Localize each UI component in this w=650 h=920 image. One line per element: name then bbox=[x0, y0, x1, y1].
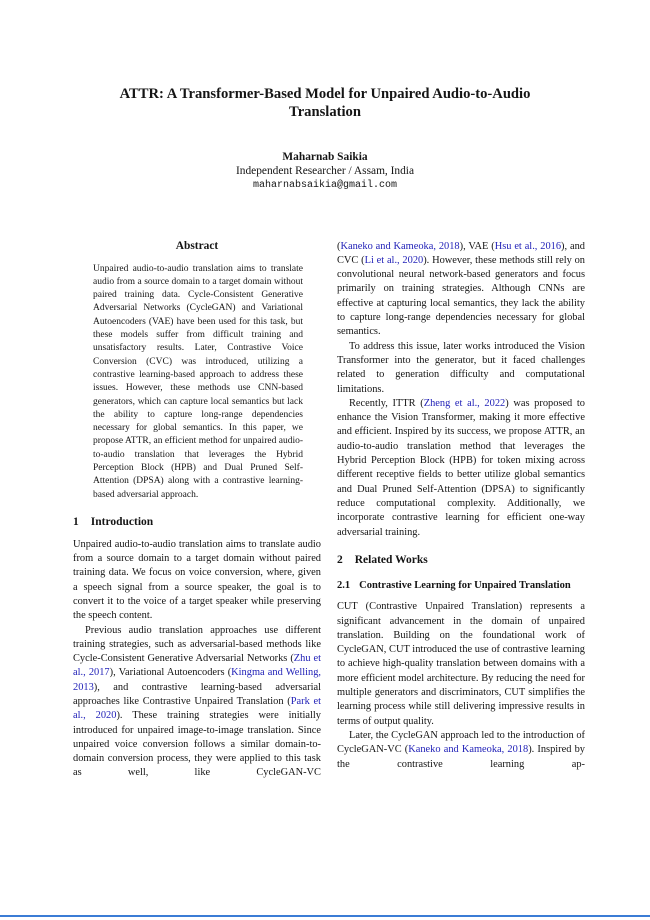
section-number: 1 bbox=[73, 515, 79, 528]
citation-link[interactable]: Kingma and Welling, 2013 bbox=[73, 667, 321, 693]
subsection-heading-contrastive-learning bbox=[337, 579, 585, 593]
citation-link[interactable]: Kaneko and Kameoka, 2018 bbox=[408, 744, 529, 756]
text-run: ). Inspired by the contrastive learning ap- bbox=[337, 744, 585, 770]
text-run: Later, the CycleGAN approach led to the introduction of CycleGAN-VC ( bbox=[337, 729, 585, 756]
abstract-section bbox=[73, 240, 321, 502]
section-number: 2 bbox=[337, 553, 343, 566]
citation-link[interactable]: Park et al., 2020 bbox=[73, 696, 321, 722]
two-column-layout bbox=[0, 240, 650, 781]
left-column bbox=[73, 240, 321, 781]
text-run: ). However, these methods still rely on convolutional neural network-based generators and focus primarily on training strategies. Although CNNs are effective at capturing local semantics, they lack the ability to capture long-range dependencies necessary for global semantics. bbox=[337, 254, 585, 338]
text-run: Unpaired audio-to-audio translation aims to translate audio from a source domain to a target domain without paired training data. We focus on voice conversion, where, given a speech signal from a source speaker, the goal is to convert it to the voice of a target speaker while preserving the speech content. bbox=[73, 538, 321, 622]
right-column bbox=[337, 240, 585, 781]
text-run: Recently, ITTR ( bbox=[349, 397, 424, 409]
section-heading-introduction bbox=[73, 516, 321, 530]
author-block bbox=[0, 151, 650, 191]
author-email: maharnabsaikia@gmail.com bbox=[252, 179, 398, 191]
paper-title: ATTR: A Transformer-Based Model for Unpaired Audio-to-Audio Translation bbox=[119, 86, 531, 120]
text-run: ), Variational Autoencoders ( bbox=[109, 667, 232, 679]
abstract-text bbox=[93, 263, 303, 502]
section-title: Introduction bbox=[90, 515, 154, 528]
citation-link[interactable]: Zhu et al., 2017 bbox=[73, 653, 321, 679]
text-run: ), VAE ( bbox=[459, 240, 495, 252]
paragraph bbox=[337, 340, 585, 397]
subsection-title: Contrastive Learning for Unpaired Translation bbox=[359, 579, 571, 591]
text-run: ), and CVC ( bbox=[337, 240, 585, 266]
paragraph bbox=[337, 729, 585, 772]
section-heading-related-works bbox=[337, 554, 585, 568]
text-run: CUT (Contrastive Unpaired Translation) represents a significant advancement in the domain of unpaired translation. Building on the foundational work of CycleGAN, CUT introduced the use of contrastive learning to achieve high-quality translation between domains with a more efficient model architecture. By reducing the need for multiple generators and discriminators, CUT simplifies the learning process while still delivering impressive results in terms of output quality. bbox=[337, 601, 585, 727]
text-run: ) was proposed to enhance the Vision Transformer, making it more effective and efficient. Inspired by its success, we propose ATTR, an audio-to-audio translation method that leverages the Hybrid Perception Block (HPB) for token mixing across different receptive fields to better utilize global semantics and Dual Pruned Self-Attention (DPSA) to significantly reduce computational complexity. Additionally, we incorporate contrastive learning for efficient one-way adversarial training. bbox=[337, 397, 585, 538]
text-run: Previous audio translation approaches use different training strategies, such as adversarial-based methods like Cycle-Consistent Generative Adversarial Networks ( bbox=[73, 624, 321, 665]
bottom-accent-line bbox=[0, 915, 650, 917]
section-title: Related Works bbox=[354, 553, 428, 566]
citation-link[interactable]: Li et al., 2020 bbox=[364, 254, 424, 266]
text-run: ). These training strategies were initially introduced for unpaired image-to-image translation. Since unpaired voice conversion follows a similar domain-to-domain conversion process, they were applied to this task as well, like CycleGAN-VC bbox=[73, 710, 321, 779]
subsection-number: 2.1 bbox=[337, 579, 351, 591]
author-affiliation: Independent Researcher / Assam, India bbox=[235, 164, 415, 177]
citation-link[interactable]: Kaneko and Kameoka, 2018 bbox=[340, 240, 460, 252]
paragraph bbox=[337, 600, 585, 729]
text-run: Unpaired audio-to-audio translation aims to translate audio from a source domain to a target domain without paired training data. Cycle-Consistent Generative Adversarial Networks (CycleGAN) and Variational Autoencoders (VAE) have been used for this task, but these models suffer from difficult training and unsatisfactory results. Later, Contrastive Voice Conversion (CVC) was introduced, utilizing a contrastive learning-based approach to address these issues. However, these methods use CNN-based generators, which can capture local semantics but lack the ability to capture long-range dependencies necessary for global semantics. In this paper, we propose ATTR, an efficient method for unpaired audio-to-audio translation that leverages the Hybrid Perception Block (HPB) and Dual Pruned Self-Attention (DPSA) along with a contrastive learning-based adversarial approach. bbox=[93, 263, 303, 500]
text-run: To address this issue, later works introduced the Vision Transformer into the generator, but it faced challenges related to generation difficulty and computational limitations. bbox=[337, 340, 585, 395]
abstract-heading: Abstract bbox=[175, 239, 219, 252]
text-run: ), and contrastive learning-based adversarial approaches like Contrastive Unpaired Translation ( bbox=[73, 681, 321, 707]
paragraph bbox=[337, 240, 585, 340]
author-name: Maharnab Saikia bbox=[282, 150, 368, 163]
text-run: ( bbox=[337, 240, 341, 252]
paragraph bbox=[73, 538, 321, 624]
citation-link[interactable]: Hsu et al., 2016 bbox=[494, 240, 562, 252]
paragraph bbox=[337, 397, 585, 540]
citation-link[interactable]: Zheng et al., 2022 bbox=[423, 397, 506, 409]
paragraph bbox=[73, 624, 321, 781]
